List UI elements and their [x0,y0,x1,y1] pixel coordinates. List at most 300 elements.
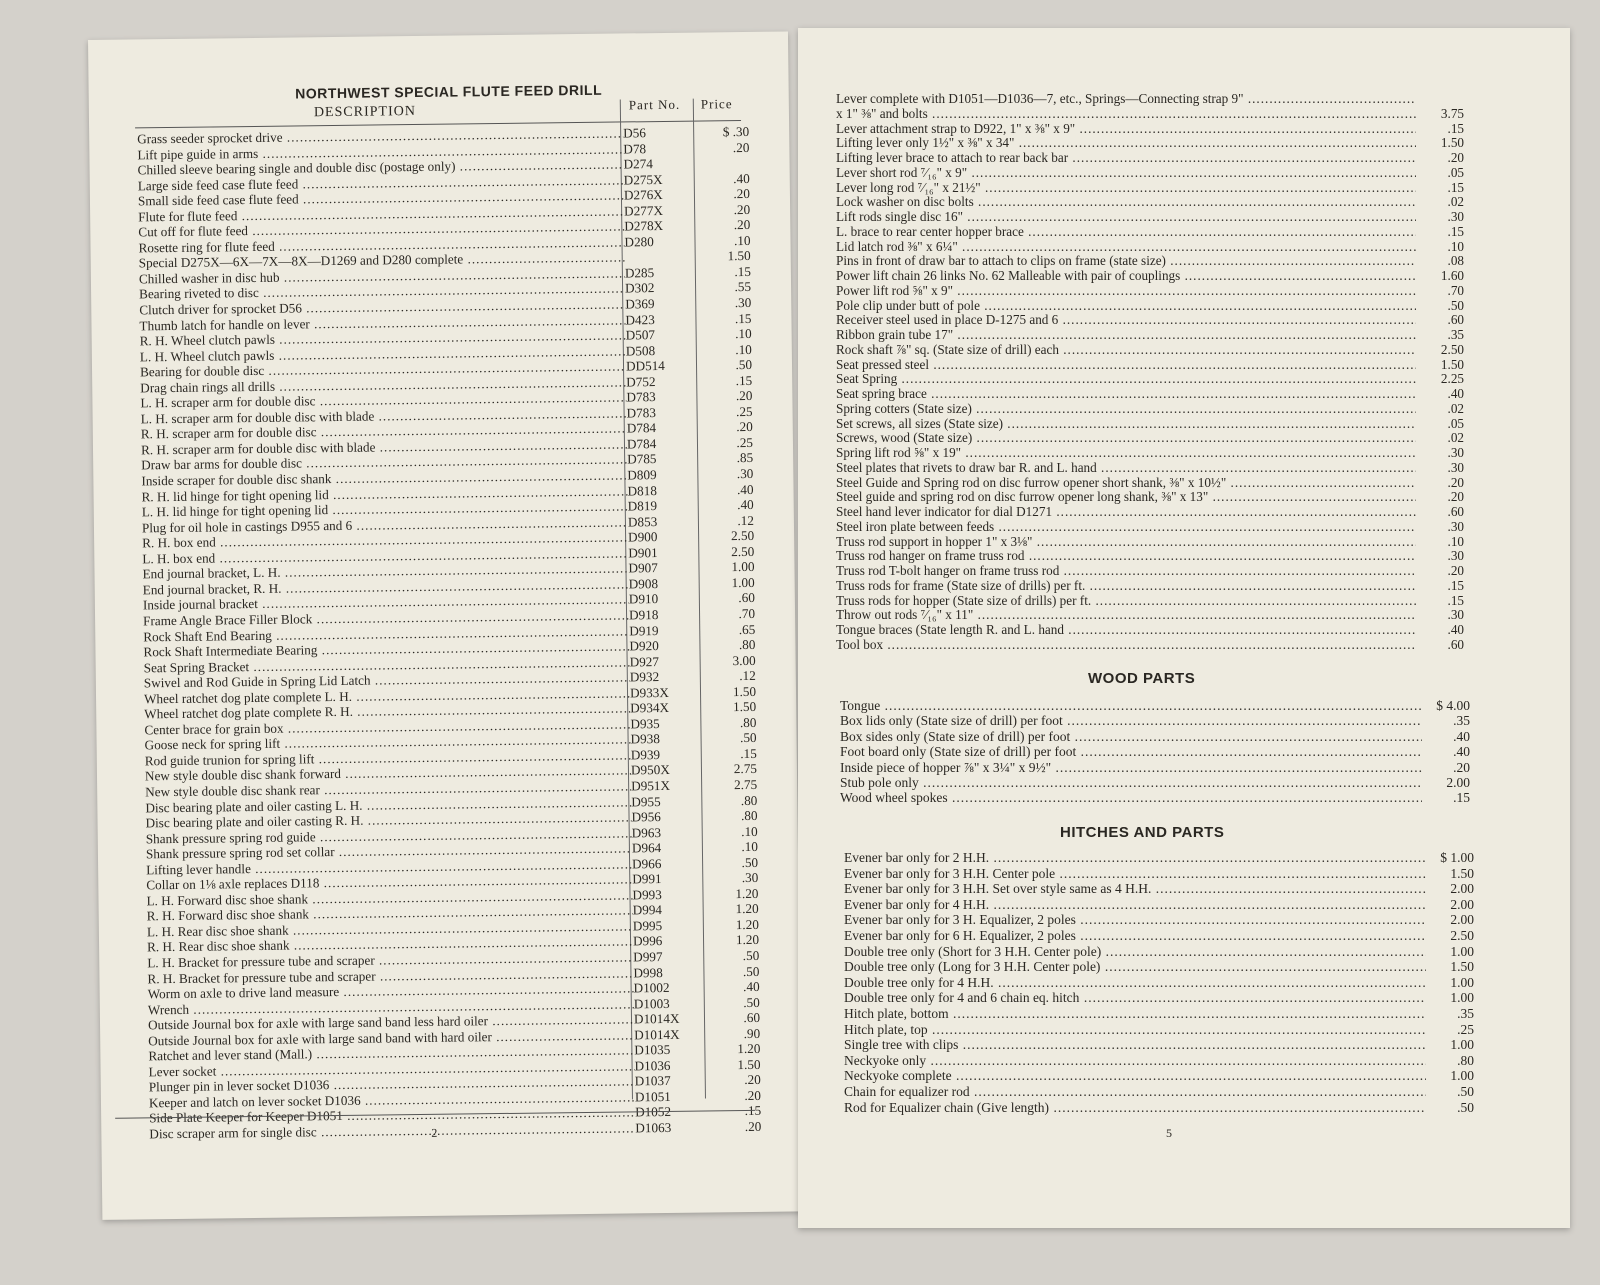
price: 1.50 [732,683,757,699]
part-number: D920 [629,638,659,654]
price: .20 [1453,759,1470,775]
part-number: D939 [630,746,661,763]
table-row [836,417,1464,432]
item-description: Rod for Equalizer chain (Give length) ..... [844,1100,1426,1116]
table-row [844,928,1474,944]
table-row [836,505,1464,520]
price: 1.00 [731,559,755,575]
item-description: Rock shaft ⅞" sq. (State size of drill) each ..... [836,343,1416,358]
price: 2.00 [1450,896,1474,912]
part-number: D78 [623,140,647,157]
table-row [844,944,1474,960]
part-number: D274 [623,156,653,172]
item-description: Flute for flute feed ..... [138,203,624,224]
part-number: D994 [632,902,663,918]
price: 1.20 [735,901,759,917]
price: 1.20 [735,885,759,901]
table-row [836,594,1464,609]
table-row [844,897,1474,913]
item-description: Shank pressure spring rod set collar ..... [146,841,632,862]
price [702,167,750,168]
item-description: Throw out rods ⁷⁄₁₆" x 11" ..... [836,608,1416,623]
item-description: Rock Shaft Intermediate Bearing ..... [143,638,629,659]
price: .30 [736,465,754,482]
part-number: D900 [628,529,658,545]
price: $ 4.00 [1436,698,1470,713]
price: .10 [741,823,758,839]
price: .15 [1447,180,1464,195]
item-description: Plug for oil hole in castings D955 and 6 ..... [142,514,628,535]
price: 1.00 [1450,974,1474,990]
part-number: D423 [625,311,655,328]
table-row [836,195,1464,210]
price: .40 [1447,387,1464,401]
price: .55 [734,279,752,295]
price: 1.20 [735,932,760,948]
price: .80 [739,714,757,730]
item-description: Lever complete with D1051—D1036—7, etc., Springs—Connecting strap 9" ..... [836,92,1416,107]
item-description: Power lift rod ⅝" x 9" ..... [836,284,1416,299]
price: 1.00 [1450,943,1474,959]
price: .30 [1447,210,1464,224]
item-description: Worm on axle to drive land measure ..... [148,980,634,1001]
part-number: D907 [628,560,658,576]
part-number: D1037 [634,1073,671,1089]
price: 2.75 [733,761,758,777]
part-number: D809 [627,467,657,483]
table-row [840,698,1470,713]
price: 2.00 [1446,775,1470,791]
table-row [836,358,1464,373]
table-row [844,1100,1474,1116]
price: .20 [733,186,751,202]
item-description: Lifting lever handle ..... [146,856,632,877]
price: .20 [733,217,751,233]
item-description: Bearing riveted to disc ..... [139,281,625,302]
price: 1.60 [1440,269,1464,283]
part-number [625,261,703,262]
price: .20 [1447,151,1464,165]
table-row [836,549,1464,564]
price: .50 [1457,1083,1474,1099]
price: 2.50 [1440,342,1464,357]
price: .40 [1447,623,1464,637]
catalog-title: NORTHWEST SPECIAL FLUTE FEED DRILL [295,81,603,102]
item-description: R. H. Bracket for pressure tube and scraper ..... [147,965,633,986]
table-row [840,775,1470,790]
price: 1.00 [731,574,755,591]
price: .80 [740,807,758,824]
table-row [836,535,1464,550]
table-row [840,713,1470,728]
price: .40 [733,170,750,186]
table-row [836,608,1464,623]
item-description: Draw bar arms for double disc ..... [141,452,627,473]
part-number: D934X [630,700,670,716]
price: .05 [1447,416,1464,431]
item-description: Wrench ..... [148,996,634,1017]
item-description: Chilled sleeve bearing single and double disc (postage only) ..... [138,157,624,178]
table-row [836,107,1464,122]
table-row [840,760,1470,775]
part-number: D853 [627,513,658,530]
table-row [836,313,1464,328]
price: .50 [1447,298,1464,313]
price: 1.50 [1450,865,1474,881]
table-row [836,476,1464,491]
part-number: D508 [625,342,656,359]
item-description: Truss rod T-bolt hanger on frame truss rod ..... [836,564,1416,579]
item-description: L. H. Forward disc shoe shank ..... [146,887,632,908]
item-description: Seat spring brace ..... [836,387,1416,402]
item-description: Inside piece of hopper ⅞" x 3¼" x 9½" ..... [840,760,1422,775]
table-row [836,461,1464,476]
table-row [844,1006,1474,1022]
part-number: D927 [629,653,660,670]
parts-list [836,92,1464,653]
price: .50 [735,357,753,373]
price: .50 [741,854,759,870]
item-description: Single tree with clips ..... [844,1037,1426,1053]
price: .40 [1453,728,1470,744]
table-row [836,136,1464,151]
price: 3.75 [1440,106,1464,121]
part-number: D784 [626,420,657,436]
price: .20 [735,388,753,404]
part-number: D901 [628,544,658,561]
table-row [840,744,1470,759]
item-description: Ratchet and lever stand (Mall.) ..... [148,1043,634,1064]
wood-parts-list [840,698,1470,806]
part-number: D1051 [634,1088,671,1105]
item-description: Pins in front of draw bar to attach to clips on frame (state size) ..... [836,254,1416,269]
table-row [836,240,1464,255]
part-number: D784 [626,436,657,452]
price: .15 [735,372,753,388]
item-description: Shank pressure spring rod guide ..... [146,825,632,846]
item-description: L. H. Bracket for pressure tube and scraper ..... [147,949,633,970]
item-description: Lock washer on disc bolts ..... [836,195,1416,210]
price: .12 [739,668,756,684]
price: .60 [738,590,755,606]
item-description: End journal bracket, R. H. ..... [143,576,629,597]
price: .05 [1447,165,1464,180]
table-row [844,975,1474,991]
price: .10 [733,232,751,248]
price: .30 [1447,549,1464,564]
price: .30 [1447,519,1464,534]
price: .15 [1453,790,1470,806]
price: .10 [1447,534,1464,549]
item-description: End journal bracket, L. H. ..... [142,561,628,582]
item-description: Box lids only (State size of drill) per foot ..... [840,713,1422,728]
part-number: D783 [626,404,656,421]
part-number: D996 [632,933,663,949]
price: .20 [744,1118,762,1135]
item-description: Chain for equalizer rod ..... [844,1084,1426,1100]
price: .10 [735,326,752,342]
item-description: Evener bar only for 2 H.H. ..... [844,850,1426,866]
price: .25 [736,403,753,419]
price: .20 [732,139,750,155]
price: .20 [1447,564,1464,578]
part-number: D285 [624,265,655,281]
item-description: Tongue ..... [840,698,1422,713]
price: .15 [1447,593,1464,608]
price: .85 [736,450,754,466]
item-description: L. H. Wheel clutch pawls ..... [140,343,626,364]
item-description: L. brace to rear center hopper brace ..... [836,225,1416,240]
part-number: D819 [627,498,658,514]
item-description: R. H. scraper arm for double disc with blade ..... [141,436,627,457]
item-description: Rod guide trunion for spring lift ..... [145,747,631,768]
table-row [836,372,1464,387]
item-description: Double tree only for 4 and 6 chain eq. hitch ..... [844,990,1426,1006]
part-number: D785 [627,451,657,467]
table-row [844,959,1474,975]
table-row [844,990,1474,1006]
wood-parts-title: WOOD PARTS [1088,670,1196,687]
part-number: D935 [630,715,660,732]
price: .70 [1447,283,1464,298]
item-description: Special D275X—6X—7X—8X—D1269 and D280 complete ..... [139,250,625,271]
item-description: Frame Angle Brace Filler Block ..... [143,607,629,628]
table-row [844,1084,1474,1100]
price: .90 [743,1025,761,1041]
price: .10 [735,341,752,357]
price: $ .30 [722,123,750,140]
price: .15 [740,745,757,761]
part-number: D908 [628,575,659,592]
price: .80 [740,792,758,808]
part-number: D302 [624,280,655,296]
item-description: Tool box ..... [836,638,1416,653]
item-description: Lift pipe guide in arms ..... [137,141,623,162]
price: .15 [734,310,752,326]
item-description: Inside journal bracket ..... [143,592,629,613]
left-page [88,31,802,1219]
item-description: Lift rods single disc 16" ..... [836,210,1416,225]
item-description: Drag chain rings all drills ..... [140,374,626,395]
price: 1.50 [1440,136,1464,151]
item-description: Power lift chain 26 links No. 62 Malleable with pair of couplings ..... [836,269,1416,284]
price: .35 [1453,713,1470,729]
item-description: Lever long rod ⁷⁄₁₆" x 21½" ..... [836,181,1416,196]
price: .15 [734,263,751,280]
part-number: DD514 [625,358,665,374]
item-description: Steel hand lever indicator for dial D1271 ..... [836,505,1416,520]
price: .35 [1457,1005,1474,1021]
item-description: Evener bar only for 4 H.H. ..... [844,897,1426,913]
price: .50 [742,963,760,979]
price: .15 [1447,121,1464,136]
price: .50 [739,730,757,746]
table-row [844,1068,1474,1084]
item-description: L. H. Rear disc shoe shank ..... [147,918,633,939]
item-description: Receiver steel used in place D-1275 and 6 ..... [836,313,1416,328]
price: .20 [1447,475,1464,490]
part-number: D918 [628,607,659,623]
price: 2.00 [1450,912,1474,928]
price: 1.50 [1450,959,1474,975]
price: 3.00 [732,652,756,668]
price: 2.50 [1450,927,1474,943]
item-description: Neckyoke complete ..... [844,1068,1426,1084]
item-description: Keeper and latch on lever socket D1036 ..... [149,1089,635,1110]
price: 2.00 [1450,881,1474,897]
item-description: Disc bearing plate and oiler casting L. H. ..... [145,794,631,815]
item-description: Goose neck for spring lift ..... [145,732,631,753]
item-description: Lid latch rod ⅜" x 6¼" ..... [836,240,1416,255]
item-description: Truss rod hanger on frame truss rod ..... [836,549,1416,564]
item-description: Clutch driver for sprocket D56 ..... [139,296,625,317]
price: .25 [736,434,754,451]
price: 2.50 [730,528,755,544]
item-description: R. H. Rear disc shoe shank ..... [147,934,633,955]
table-row [844,912,1474,928]
item-description: Thumb latch for handle on lever ..... [139,312,625,333]
table-row [836,122,1464,137]
part-no-header: Part No. [628,96,681,113]
item-description: Disc bearing plate and oiler casting R. H. ..... [145,809,631,830]
item-description: Steel plates that rivets to draw bar R. and L. hand ..... [836,461,1416,476]
table-row [844,850,1474,866]
price: .30 [1447,446,1464,460]
part-number: D1002 [633,980,670,996]
item-description: R. H. box end ..... [142,530,628,551]
price: .30 [1447,608,1464,623]
item-description: Steel iron plate between feeds ..... [836,520,1416,535]
price: .12 [737,512,755,528]
table-row [836,269,1464,284]
price: .50 [743,994,760,1010]
price: .25 [1457,1021,1474,1037]
part-number: D1003 [633,995,670,1012]
table-row [836,520,1464,535]
item-description: L. H. lid hinge for tight opening lid ..... [142,499,628,520]
item-description: Inside scraper for double disc shank ..... [141,467,627,488]
item-description: Double tree only for 4 H.H. ..... [844,975,1426,991]
item-description: R. H. Wheel clutch pawls ..... [140,328,626,349]
item-description: Wood wheel spokes ..... [840,790,1422,805]
item-description: Stub pole only ..... [840,775,1422,790]
item-description: Center brace for grain box ..... [144,716,630,737]
table-row [836,254,1464,269]
price: .60 [743,1010,761,1026]
part-number: D1036 [634,1057,671,1074]
part-number: D966 [632,855,662,872]
part-number: D997 [633,949,663,965]
item-description: R. H. lid hinge for tight opening lid ..... [141,483,627,504]
part-number: D1014X [634,1026,680,1043]
item-description: Seat Spring Bracket ..... [144,654,630,675]
part-number: D993 [632,886,662,903]
hitches-title: HITCHES AND PARTS [1060,824,1225,841]
table-row [836,638,1464,653]
table-row [836,225,1464,240]
item-description: New style double disc shank forward ..... [145,763,631,784]
item-description: Truss rod support in hopper 1" x 3⅛" ..... [836,535,1416,550]
table-row [844,1022,1474,1038]
price: .50 [742,947,760,964]
price: 1.00 [1450,1037,1474,1053]
price: .40 [1453,744,1470,760]
part-number: D507 [625,327,656,343]
item-description: Large side feed case flute feed ..... [138,172,624,193]
table-row [836,446,1464,461]
item-description: Evener bar only for 3 H.H. Center pole ..... [844,866,1426,882]
part-number: D991 [632,871,662,887]
part-number: D278X [624,218,664,234]
item-description: Evener bar only for 3 H. Equalizer, 2 poles ..... [844,912,1426,928]
part-number: D1035 [634,1042,671,1058]
table-row [844,1037,1474,1053]
part-number: D56 [623,125,646,141]
item-description: Bearing for double disc ..... [140,359,626,380]
item-description: Disc scraper arm for single disc ..... [149,1120,635,1141]
part-number: D995 [632,917,663,934]
table-row [836,343,1464,358]
item-description: Rock Shaft End Bearing ..... [143,623,629,644]
item-description: L. H. scraper arm for double disc with blade ..... [141,405,627,426]
price: .40 [737,497,754,513]
part-number: D280 [624,233,654,250]
table-row [836,299,1464,314]
price: .15 [1447,578,1464,593]
part-number: D919 [629,622,659,638]
item-description: Truss rods for hopper (State size of drills) per ft. ..... [836,594,1416,609]
price: 1.20 [737,1041,761,1057]
table-row [836,328,1464,343]
description-header: DESCRIPTION [313,103,417,121]
price: .60 [1447,505,1464,519]
item-description: Pole clip under butt of pole ..... [836,299,1416,314]
item-description: New style double disc shank rear ..... [145,778,631,799]
part-number: D956 [631,809,661,825]
price: .02 [1447,401,1464,416]
item-description: Lever attachment strap to D922, 1" x ⅜" x 9" ..... [836,122,1416,137]
price: 1.50 [1440,357,1464,372]
table-row [840,729,1470,744]
table-row [840,790,1470,805]
part-number: D818 [627,482,657,499]
table-row [836,564,1464,579]
price: 1.00 [1450,1068,1474,1084]
part-number: D1063 [635,1119,672,1136]
item-description: Lever short rod ⁷⁄₁₆" x 9" ..... [836,166,1416,181]
price: .30 [741,870,759,886]
table-row [836,623,1464,638]
item-description: R. H. scraper arm for double disc ..... [141,421,627,442]
table-row [836,166,1464,181]
item-description: Plunger pin in lever socket D1036 ..... [149,1074,635,1095]
right-page [798,28,1570,1228]
item-description: Truss rods for frame (State size of drills) per ft. ..... [836,579,1416,594]
item-description: Wheel ratchet dog plate complete R. H. ..... [144,701,630,722]
item-description: L. H. scraper arm for double disc ..... [140,390,626,411]
part-number: D955 [631,793,661,809]
table-row [836,579,1464,594]
part-number: D933X [629,684,669,701]
item-description: R. H. Forward disc shoe shank ..... [147,903,633,924]
price: .15 [744,1103,762,1119]
price: .35 [1447,328,1464,342]
item-description: Small side feed case flute feed ..... [138,188,624,209]
price: .60 [1447,637,1464,652]
item-description: Hitch plate, top ..... [844,1022,1426,1038]
page-number: 5 [1166,1126,1172,1140]
part-number: D276X [623,187,663,203]
